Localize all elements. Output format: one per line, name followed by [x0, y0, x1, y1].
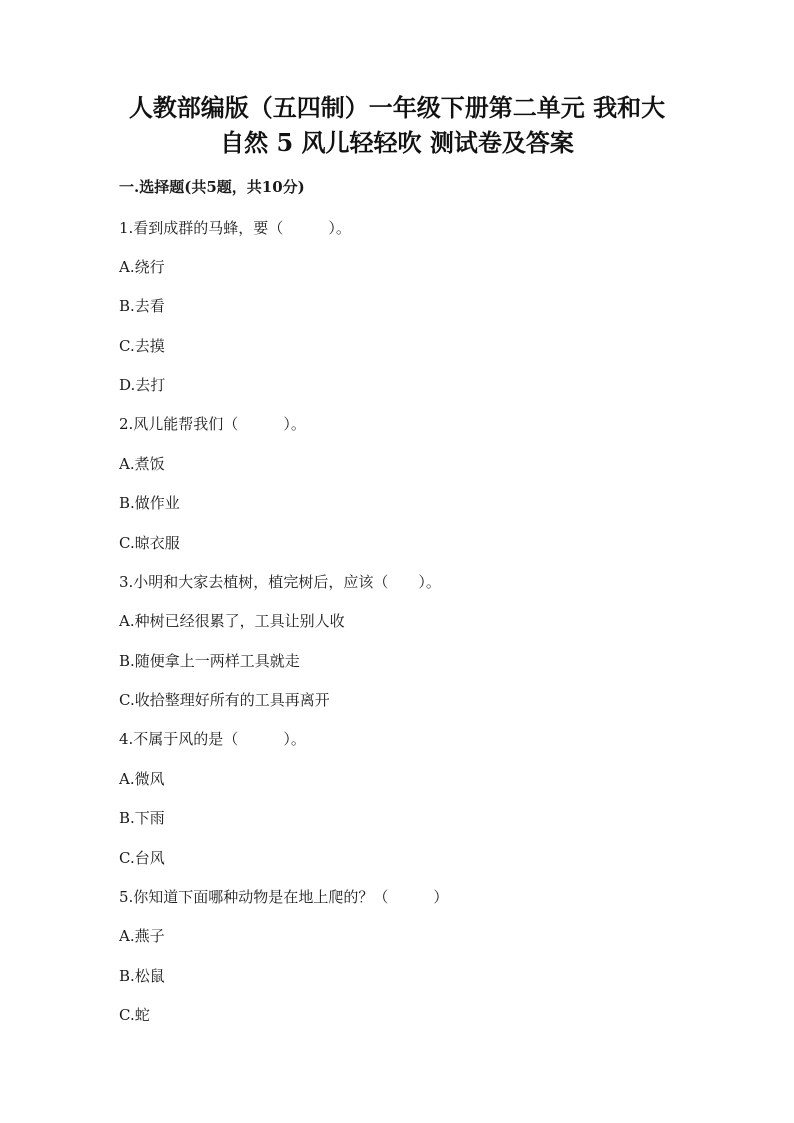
question-2-stem: 2.风儿能帮我们（ ）。 — [119, 415, 306, 433]
section-heading: 一.选择题(共5题，共10分) — [119, 178, 305, 196]
question-5-option-c: C.蛇 — [119, 1006, 150, 1024]
question-1-option-c: C.去摸 — [119, 337, 165, 355]
question-2-option-c: C.晾衣服 — [119, 534, 180, 552]
question-2-option-a: A.煮饭 — [119, 455, 165, 473]
question-3-option-a: A.种树已经很累了，工具让别人收 — [119, 612, 345, 630]
question-3-option-c: C.收拾整理好所有的工具再离开 — [119, 691, 330, 709]
title-line-2: 自然 5 风儿轻轻吹 测试卷及答案 — [220, 128, 574, 157]
question-1-option-b: B.去看 — [119, 297, 165, 315]
question-5-option-b: B.松鼠 — [119, 967, 165, 985]
question-5-stem: 5.你知道下面哪种动物是在地上爬的？（ ） — [119, 888, 449, 906]
question-4-option-a: A.微风 — [119, 770, 165, 788]
page-title — [110, 90, 684, 160]
title-line-1: 人教部编版（五四制）一年级下册第二单元 我和大 — [128, 93, 666, 122]
question-4-option-c: C.台风 — [119, 849, 165, 867]
question-1-option-d: D.去打 — [119, 376, 166, 394]
question-4-stem: 4.不属于风的是（ ）。 — [119, 730, 306, 748]
question-3-option-b: B.随便拿上一两样工具就走 — [119, 652, 300, 670]
question-1-option-a: A.绕行 — [119, 258, 165, 276]
question-1-stem: 1.看到成群的马蜂，要（ ）。 — [119, 219, 351, 237]
question-4-option-b: B.下雨 — [119, 809, 165, 827]
question-2-option-b: B.做作业 — [119, 494, 180, 512]
question-5-option-a: A.燕子 — [119, 927, 165, 945]
question-3-stem: 3.小明和大家去植树，植完树后，应该（ ）。 — [119, 573, 441, 591]
